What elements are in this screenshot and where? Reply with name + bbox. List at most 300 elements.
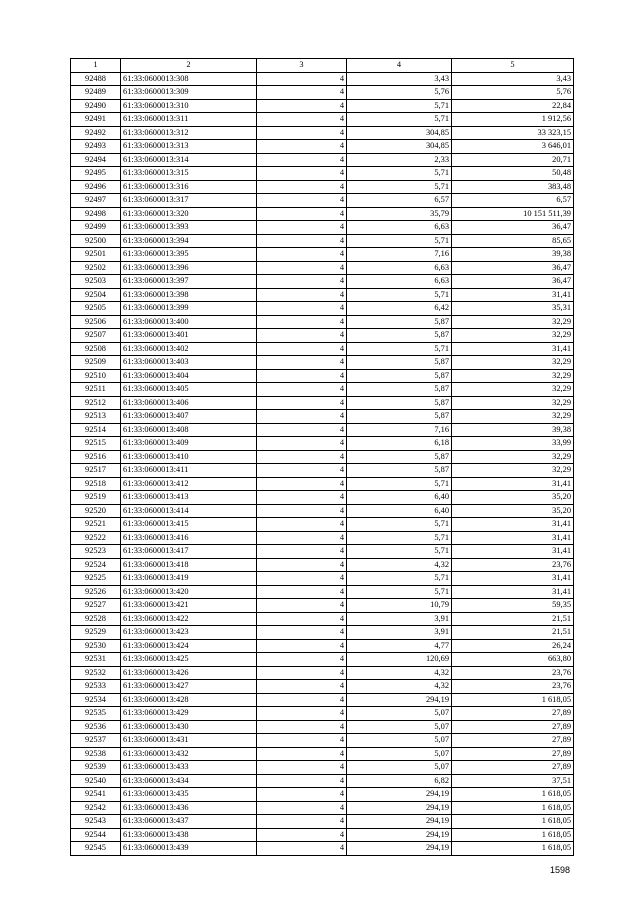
value-cell: 5,71 (347, 531, 452, 545)
row-number-cell: 92509 (71, 356, 121, 370)
group-cell: 4 (257, 504, 347, 518)
table-row (71, 410, 574, 424)
total-value-cell: 1 618,05 (452, 842, 574, 856)
table-row (71, 153, 574, 167)
value-cell: 5,07 (347, 761, 452, 775)
table-row (71, 639, 574, 653)
total-value-cell: 32,29 (452, 356, 574, 370)
row-number-cell: 92527 (71, 599, 121, 613)
value-cell: 5,71 (347, 288, 452, 302)
cadastral-number-cell: 61:33:0600013:399 (121, 302, 257, 316)
cadastral-number-cell: 61:33:0600013:408 (121, 423, 257, 437)
row-number-cell: 92529 (71, 626, 121, 640)
total-value-cell: 32,29 (452, 383, 574, 397)
group-cell: 4 (257, 450, 347, 464)
row-number-cell: 92517 (71, 464, 121, 478)
value-cell: 304,85 (347, 126, 452, 140)
total-value-cell: 32,29 (452, 464, 574, 478)
total-value-cell: 32,29 (452, 315, 574, 329)
value-cell: 6,40 (347, 504, 452, 518)
value-cell: 294,19 (347, 828, 452, 842)
cadastral-number-cell: 61:33:0600013:394 (121, 234, 257, 248)
table-row (71, 518, 574, 532)
total-value-cell: 33,99 (452, 437, 574, 451)
group-cell: 4 (257, 612, 347, 626)
table-row (71, 801, 574, 815)
table-row (71, 329, 574, 343)
value-cell: 4,32 (347, 680, 452, 694)
total-value-cell: 3,43 (452, 72, 574, 86)
value-cell: 5,71 (347, 572, 452, 586)
total-value-cell: 39,38 (452, 423, 574, 437)
row-number-cell: 92535 (71, 707, 121, 721)
column-header: 3 (257, 59, 347, 73)
table-row (71, 234, 574, 248)
row-number-cell: 92502 (71, 261, 121, 275)
row-number-cell: 92521 (71, 518, 121, 532)
value-cell: 5,07 (347, 747, 452, 761)
total-value-cell: 21,51 (452, 626, 574, 640)
total-value-cell: 85,65 (452, 234, 574, 248)
total-value-cell: 36,47 (452, 261, 574, 275)
table-row (71, 315, 574, 329)
row-number-cell: 92497 (71, 194, 121, 208)
total-value-cell: 32,29 (452, 450, 574, 464)
table-row (71, 788, 574, 802)
value-cell: 5,71 (347, 545, 452, 559)
group-cell: 4 (257, 788, 347, 802)
value-cell: 304,85 (347, 140, 452, 154)
cadastral-number-cell: 61:33:0600013:406 (121, 396, 257, 410)
total-value-cell: 39,38 (452, 248, 574, 262)
cadastral-number-cell: 61:33:0600013:317 (121, 194, 257, 208)
cadastral-number-cell: 61:33:0600013:438 (121, 828, 257, 842)
group-cell: 4 (257, 558, 347, 572)
table-row (71, 774, 574, 788)
row-number-cell: 92490 (71, 99, 121, 113)
group-cell: 4 (257, 302, 347, 316)
value-cell: 5,87 (347, 383, 452, 397)
total-value-cell: 32,29 (452, 410, 574, 424)
group-cell: 4 (257, 653, 347, 667)
cadastral-number-cell: 61:33:0600013:401 (121, 329, 257, 343)
cadastral-number-cell: 61:33:0600013:405 (121, 383, 257, 397)
row-number-cell: 92534 (71, 693, 121, 707)
cadastral-number-cell: 61:33:0600013:404 (121, 369, 257, 383)
table-row (71, 626, 574, 640)
cadastral-number-cell: 61:33:0600013:393 (121, 221, 257, 235)
total-value-cell: 31,41 (452, 342, 574, 356)
total-value-cell: 59,35 (452, 599, 574, 613)
group-cell: 4 (257, 369, 347, 383)
group-cell: 4 (257, 113, 347, 127)
total-value-cell: 33 323,15 (452, 126, 574, 140)
total-value-cell: 27,89 (452, 747, 574, 761)
table-row (71, 572, 574, 586)
column-header: 2 (121, 59, 257, 73)
group-cell: 4 (257, 545, 347, 559)
row-number-cell: 92499 (71, 221, 121, 235)
group-cell: 4 (257, 410, 347, 424)
cadastral-number-cell: 61:33:0600013:316 (121, 180, 257, 194)
total-value-cell: 1 618,05 (452, 815, 574, 829)
cadastral-number-cell: 61:33:0600013:439 (121, 842, 257, 856)
group-cell: 4 (257, 666, 347, 680)
row-number-cell: 92526 (71, 585, 121, 599)
total-value-cell: 5,76 (452, 86, 574, 100)
total-value-cell: 23,76 (452, 680, 574, 694)
group-cell: 4 (257, 518, 347, 532)
row-number-cell: 92542 (71, 801, 121, 815)
row-number-cell: 92539 (71, 761, 121, 775)
value-cell: 10,79 (347, 599, 452, 613)
total-value-cell: 21,51 (452, 612, 574, 626)
group-cell: 4 (257, 261, 347, 275)
total-value-cell: 31,41 (452, 477, 574, 491)
row-number-cell: 92525 (71, 572, 121, 586)
group-cell: 4 (257, 599, 347, 613)
table-row (71, 558, 574, 572)
value-cell: 3,91 (347, 626, 452, 640)
group-cell: 4 (257, 248, 347, 262)
total-value-cell: 37,51 (452, 774, 574, 788)
value-cell: 5,87 (347, 396, 452, 410)
total-value-cell: 36,47 (452, 275, 574, 289)
row-number-cell: 92511 (71, 383, 121, 397)
value-cell: 7,16 (347, 248, 452, 262)
value-cell: 6,63 (347, 261, 452, 275)
table-row (71, 653, 574, 667)
page-number: 1598 (549, 865, 570, 875)
group-cell: 4 (257, 126, 347, 140)
total-value-cell: 1 618,05 (452, 788, 574, 802)
row-number-cell: 92491 (71, 113, 121, 127)
row-number-cell: 92538 (71, 747, 121, 761)
value-cell: 5,07 (347, 707, 452, 721)
cadastral-number-cell: 61:33:0600013:312 (121, 126, 257, 140)
cadastral-number-cell: 61:33:0600013:436 (121, 801, 257, 815)
cadastral-number-cell: 61:33:0600013:425 (121, 653, 257, 667)
value-cell: 6,63 (347, 275, 452, 289)
total-value-cell: 22,84 (452, 99, 574, 113)
total-value-cell: 32,29 (452, 329, 574, 343)
table-row (71, 113, 574, 127)
total-value-cell: 1 618,05 (452, 828, 574, 842)
group-cell: 4 (257, 801, 347, 815)
row-number-cell: 92524 (71, 558, 121, 572)
group-cell: 4 (257, 194, 347, 208)
table-row (71, 477, 574, 491)
table-row (71, 342, 574, 356)
group-cell: 4 (257, 815, 347, 829)
table-row (71, 747, 574, 761)
cadastral-number-cell: 61:33:0600013:426 (121, 666, 257, 680)
cadastral-number-cell: 61:33:0600013:424 (121, 639, 257, 653)
value-cell: 6,42 (347, 302, 452, 316)
total-value-cell: 32,29 (452, 396, 574, 410)
group-cell: 4 (257, 99, 347, 113)
row-number-cell: 92543 (71, 815, 121, 829)
total-value-cell: 10 151 511,39 (452, 207, 574, 221)
total-value-cell: 3 646,01 (452, 140, 574, 154)
value-cell: 5,87 (347, 464, 452, 478)
cadastral-number-cell: 61:33:0600013:315 (121, 167, 257, 181)
group-cell: 4 (257, 707, 347, 721)
group-cell: 4 (257, 477, 347, 491)
value-cell: 6,40 (347, 491, 452, 505)
value-cell: 5,76 (347, 86, 452, 100)
row-number-cell: 92528 (71, 612, 121, 626)
cadastral-number-cell: 61:33:0600013:423 (121, 626, 257, 640)
table-row (71, 464, 574, 478)
row-number-cell: 92510 (71, 369, 121, 383)
total-value-cell: 36,47 (452, 221, 574, 235)
value-cell: 4,77 (347, 639, 452, 653)
cadastral-number-cell: 61:33:0600013:310 (121, 99, 257, 113)
value-cell: 3,43 (347, 72, 452, 86)
row-number-cell: 92544 (71, 828, 121, 842)
table-row (71, 221, 574, 235)
table-row (71, 828, 574, 842)
value-cell: 7,16 (347, 423, 452, 437)
group-cell: 4 (257, 383, 347, 397)
column-header: 1 (71, 59, 121, 73)
table-row (71, 207, 574, 221)
cadastral-number-cell: 61:33:0600013:430 (121, 720, 257, 734)
cadastral-number-cell: 61:33:0600013:397 (121, 275, 257, 289)
row-number-cell: 92492 (71, 126, 121, 140)
group-cell: 4 (257, 288, 347, 302)
cadastral-number-cell: 61:33:0600013:421 (121, 599, 257, 613)
row-number-cell: 92532 (71, 666, 121, 680)
row-number-cell: 92500 (71, 234, 121, 248)
total-value-cell: 27,89 (452, 720, 574, 734)
value-cell: 6,82 (347, 774, 452, 788)
cadastral-number-cell: 61:33:0600013:400 (121, 315, 257, 329)
cadastral-number-cell: 61:33:0600013:434 (121, 774, 257, 788)
cadastral-number-cell: 61:33:0600013:419 (121, 572, 257, 586)
total-value-cell: 31,41 (452, 585, 574, 599)
group-cell: 4 (257, 761, 347, 775)
cadastral-number-cell: 61:33:0600013:417 (121, 545, 257, 559)
total-value-cell: 31,41 (452, 288, 574, 302)
row-number-cell: 92513 (71, 410, 121, 424)
row-number-cell: 92498 (71, 207, 121, 221)
row-number-cell: 92530 (71, 639, 121, 653)
cadastral-number-cell: 61:33:0600013:313 (121, 140, 257, 154)
table-row (71, 302, 574, 316)
value-cell: 5,71 (347, 234, 452, 248)
value-cell: 6,63 (347, 221, 452, 235)
table-row (71, 720, 574, 734)
cadastral-number-cell: 61:33:0600013:320 (121, 207, 257, 221)
total-value-cell: 31,41 (452, 518, 574, 532)
table-row (71, 194, 574, 208)
value-cell: 5,87 (347, 315, 452, 329)
table-row (71, 734, 574, 748)
total-value-cell: 1 618,05 (452, 801, 574, 815)
row-number-cell: 92507 (71, 329, 121, 343)
group-cell: 4 (257, 734, 347, 748)
total-value-cell: 1 618,05 (452, 693, 574, 707)
table-row (71, 86, 574, 100)
cadastral-number-cell: 61:33:0600013:429 (121, 707, 257, 721)
total-value-cell: 6,57 (452, 194, 574, 208)
group-cell: 4 (257, 329, 347, 343)
cadastral-number-cell: 61:33:0600013:420 (121, 585, 257, 599)
cadastral-number-cell: 61:33:0600013:418 (121, 558, 257, 572)
row-number-cell: 92494 (71, 153, 121, 167)
row-number-cell: 92506 (71, 315, 121, 329)
value-cell: 5,71 (347, 113, 452, 127)
group-cell: 4 (257, 315, 347, 329)
total-value-cell: 20,71 (452, 153, 574, 167)
table-row (71, 167, 574, 181)
row-number-cell: 92536 (71, 720, 121, 734)
table-row (71, 693, 574, 707)
row-number-cell: 92531 (71, 653, 121, 667)
table-body (71, 72, 574, 855)
table-row (71, 180, 574, 194)
value-cell: 5,07 (347, 720, 452, 734)
total-value-cell: 35,20 (452, 491, 574, 505)
total-value-cell: 32,29 (452, 369, 574, 383)
value-cell: 4,32 (347, 558, 452, 572)
total-value-cell: 50,48 (452, 167, 574, 181)
group-cell: 4 (257, 86, 347, 100)
cadastral-number-cell: 61:33:0600013:414 (121, 504, 257, 518)
total-value-cell: 31,41 (452, 572, 574, 586)
table-row (71, 842, 574, 856)
total-value-cell: 35,20 (452, 504, 574, 518)
value-cell: 5,87 (347, 410, 452, 424)
group-cell: 4 (257, 396, 347, 410)
group-cell: 4 (257, 221, 347, 235)
cadastral-number-cell: 61:33:0600013:432 (121, 747, 257, 761)
row-number-cell: 92523 (71, 545, 121, 559)
group-cell: 4 (257, 275, 347, 289)
group-cell: 4 (257, 720, 347, 734)
row-number-cell: 92545 (71, 842, 121, 856)
table-row (71, 599, 574, 613)
row-number-cell: 92488 (71, 72, 121, 86)
cadastral-number-cell: 61:33:0600013:410 (121, 450, 257, 464)
group-cell: 4 (257, 342, 347, 356)
row-number-cell: 92541 (71, 788, 121, 802)
value-cell: 5,87 (347, 450, 452, 464)
table-row (71, 396, 574, 410)
value-cell: 294,19 (347, 788, 452, 802)
group-cell: 4 (257, 72, 347, 86)
total-value-cell: 1 912,56 (452, 113, 574, 127)
cadastral-number-cell: 61:33:0600013:435 (121, 788, 257, 802)
table-row (71, 383, 574, 397)
group-cell: 4 (257, 207, 347, 221)
row-number-cell: 92519 (71, 491, 121, 505)
table-row (71, 437, 574, 451)
value-cell: 5,71 (347, 99, 452, 113)
row-number-cell: 92508 (71, 342, 121, 356)
group-cell: 4 (257, 626, 347, 640)
group-cell: 4 (257, 531, 347, 545)
column-header: 4 (347, 59, 452, 73)
row-number-cell: 92504 (71, 288, 121, 302)
value-cell: 5,87 (347, 369, 452, 383)
table-row (71, 815, 574, 829)
value-cell: 5,71 (347, 167, 452, 181)
row-number-cell: 92515 (71, 437, 121, 451)
group-cell: 4 (257, 774, 347, 788)
total-value-cell: 27,89 (452, 707, 574, 721)
row-number-cell: 92522 (71, 531, 121, 545)
group-cell: 4 (257, 639, 347, 653)
value-cell: 35,79 (347, 207, 452, 221)
row-number-cell: 92496 (71, 180, 121, 194)
cadastral-number-cell: 61:33:0600013:411 (121, 464, 257, 478)
value-cell: 120,69 (347, 653, 452, 667)
value-cell: 294,19 (347, 842, 452, 856)
group-cell: 4 (257, 680, 347, 694)
row-number-cell: 92520 (71, 504, 121, 518)
table-header-row (71, 59, 574, 73)
cadastral-number-cell: 61:33:0600013:416 (121, 531, 257, 545)
group-cell: 4 (257, 693, 347, 707)
group-cell: 4 (257, 437, 347, 451)
cadastral-number-cell: 61:33:0600013:314 (121, 153, 257, 167)
table-row (71, 248, 574, 262)
table-row (71, 531, 574, 545)
cadastral-number-cell: 61:33:0600013:428 (121, 693, 257, 707)
total-value-cell: 35,31 (452, 302, 574, 316)
group-cell: 4 (257, 180, 347, 194)
value-cell: 5,87 (347, 356, 452, 370)
group-cell: 4 (257, 356, 347, 370)
table-row (71, 275, 574, 289)
table-row (71, 761, 574, 775)
row-number-cell: 92514 (71, 423, 121, 437)
group-cell: 4 (257, 572, 347, 586)
table-row (71, 666, 574, 680)
value-cell: 5,71 (347, 342, 452, 356)
value-cell: 5,71 (347, 477, 452, 491)
cadastral-value-table (70, 58, 574, 856)
cadastral-number-cell: 61:33:0600013:412 (121, 477, 257, 491)
table-row (71, 356, 574, 370)
column-header: 5 (452, 59, 574, 73)
value-cell: 5,71 (347, 180, 452, 194)
group-cell: 4 (257, 491, 347, 505)
group-cell: 4 (257, 167, 347, 181)
value-cell: 4,32 (347, 666, 452, 680)
total-value-cell: 27,89 (452, 734, 574, 748)
group-cell: 4 (257, 842, 347, 856)
table-row (71, 261, 574, 275)
row-number-cell: 92518 (71, 477, 121, 491)
total-value-cell: 27,89 (452, 761, 574, 775)
cadastral-number-cell: 61:33:0600013:398 (121, 288, 257, 302)
total-value-cell: 31,41 (452, 545, 574, 559)
cadastral-number-cell: 61:33:0600013:309 (121, 86, 257, 100)
group-cell: 4 (257, 140, 347, 154)
value-cell: 3,91 (347, 612, 452, 626)
table-row (71, 140, 574, 154)
cadastral-number-cell: 61:33:0600013:413 (121, 491, 257, 505)
group-cell: 4 (257, 153, 347, 167)
table-row (71, 369, 574, 383)
value-cell: 294,19 (347, 815, 452, 829)
table-row (71, 423, 574, 437)
row-number-cell: 92533 (71, 680, 121, 694)
